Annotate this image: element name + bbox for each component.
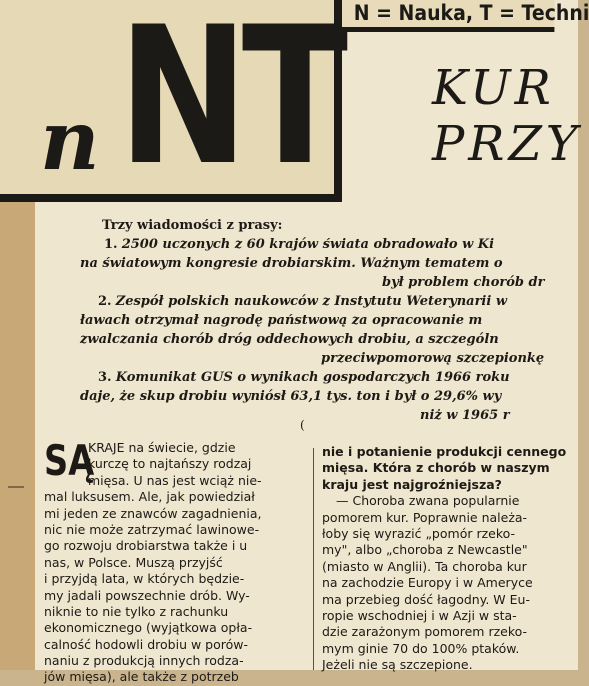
logo-nt-letters: NT [118, 0, 342, 207]
press-notes-heading: Trzy wiadomości z prasy: [102, 218, 283, 233]
column-line: my jadali powszechnie drób. Wy- [44, 587, 250, 603]
note-line: ławach otrzymał nagrodę państwową za opracowanie m [80, 313, 483, 328]
note-line: 3. Komunikat GUS o wynikach gospodarczych 1966 roku [98, 370, 510, 385]
answer-line: na zachodzie Europy i w Ameryce [322, 575, 533, 591]
column-line: nic nie może zatrzymać lawinowe- [44, 521, 260, 537]
section-title-bar: N = Nauka, T = Techni [342, 0, 554, 32]
note-line: 2. Zespół polskich naukowców z Instytutu Weterynarii w [98, 294, 508, 309]
answer-line: Jeżeli nie są szczepione. [322, 657, 473, 673]
left-color-strip [0, 202, 35, 670]
question-line: nie i potanienie produkcji cennego [322, 444, 567, 459]
column-line: niknie to nie tylko z rachunku [44, 603, 229, 619]
note-line: niż w 1965 r [420, 408, 510, 423]
column-line: i przyjdą lata, w których będzie- [44, 571, 245, 587]
column-line: nas, w Polsce. Muszą przyjść [44, 554, 223, 570]
logo-n-letter: n [40, 93, 100, 189]
masthead-logo-block [0, 0, 342, 207]
answer-line: dzie zarażonym pomorem rzeko- [322, 624, 528, 640]
column-divider [313, 448, 314, 670]
column-line: mięsa. U nas jest wciąż nie- [88, 472, 262, 488]
headline-line-2: PRZY [432, 116, 582, 172]
answer-line: łoby się wyrazić „pomór rzeko- [322, 525, 516, 541]
answer-line: ropie wschodniej i w Azji w sta- [322, 607, 517, 623]
answer-line: ma przebieg dość łagodny. W Eu- [322, 591, 530, 607]
column-line: naniu z produkcją innych rodza- [44, 653, 244, 669]
answer-line: my", albo „choroba z Newcastle" [322, 542, 528, 558]
article-column-left [44, 436, 306, 685]
column-line: calność hodowli drobiu w porów- [44, 636, 249, 652]
column-line: ekonomicznego (wyjątkowa opła- [44, 620, 253, 636]
note-line: był problem chorób dr [382, 275, 545, 290]
column-line: mal luksusem. Ale, jak powiedział [44, 489, 255, 505]
note-line: 1. 2500 uczonych z 60 krajów świata obradowało w Ki [104, 237, 495, 252]
note-line: daje, że skup drobiu wyniósł 63,1 tys. ton i był o 29,6% wy [80, 389, 502, 404]
column-line: kurczę to najtańszy rodzaj [88, 456, 252, 472]
answer-line: mym ginie 70 do 100% ptaków. [322, 640, 520, 656]
answer-line: pomorem kur. Poprawnie należa- [322, 509, 528, 525]
strip-mark [8, 486, 24, 488]
column-line: mi jeden ze znawców zagadnienia, [44, 505, 262, 521]
question-line: mięsa. Która z chorób w naszym [322, 460, 550, 476]
article-headline [432, 60, 581, 172]
note-line: na światowym kongresie drobiarskim. Ważnym tematem o [80, 256, 503, 271]
press-notes [74, 216, 578, 434]
drop-cap: SĄ [44, 436, 95, 485]
note-line: przeciwpomorową szczepionkę [321, 351, 545, 366]
column-line: go rozwoju drobiarstwa także i u [44, 538, 248, 554]
note-line: zwalczania chorób dróg oddechowych drobiu, a szczególn [80, 332, 499, 347]
column-line: jów mięsa), ale także z potrzeb [44, 669, 239, 685]
answer-line: (miasto w Anglii). Ta choroba kur [322, 558, 527, 574]
question-line: kraju jest najgroźniejsza? [322, 476, 502, 492]
stray-mark: ( [300, 418, 305, 432]
column-line: KRAJE na świecie, gdzie [88, 440, 236, 455]
article-column-right [322, 444, 578, 673]
headline-line-1: KUR [432, 60, 555, 116]
answer-line: — Choroba zwana popularnie [336, 493, 520, 509]
